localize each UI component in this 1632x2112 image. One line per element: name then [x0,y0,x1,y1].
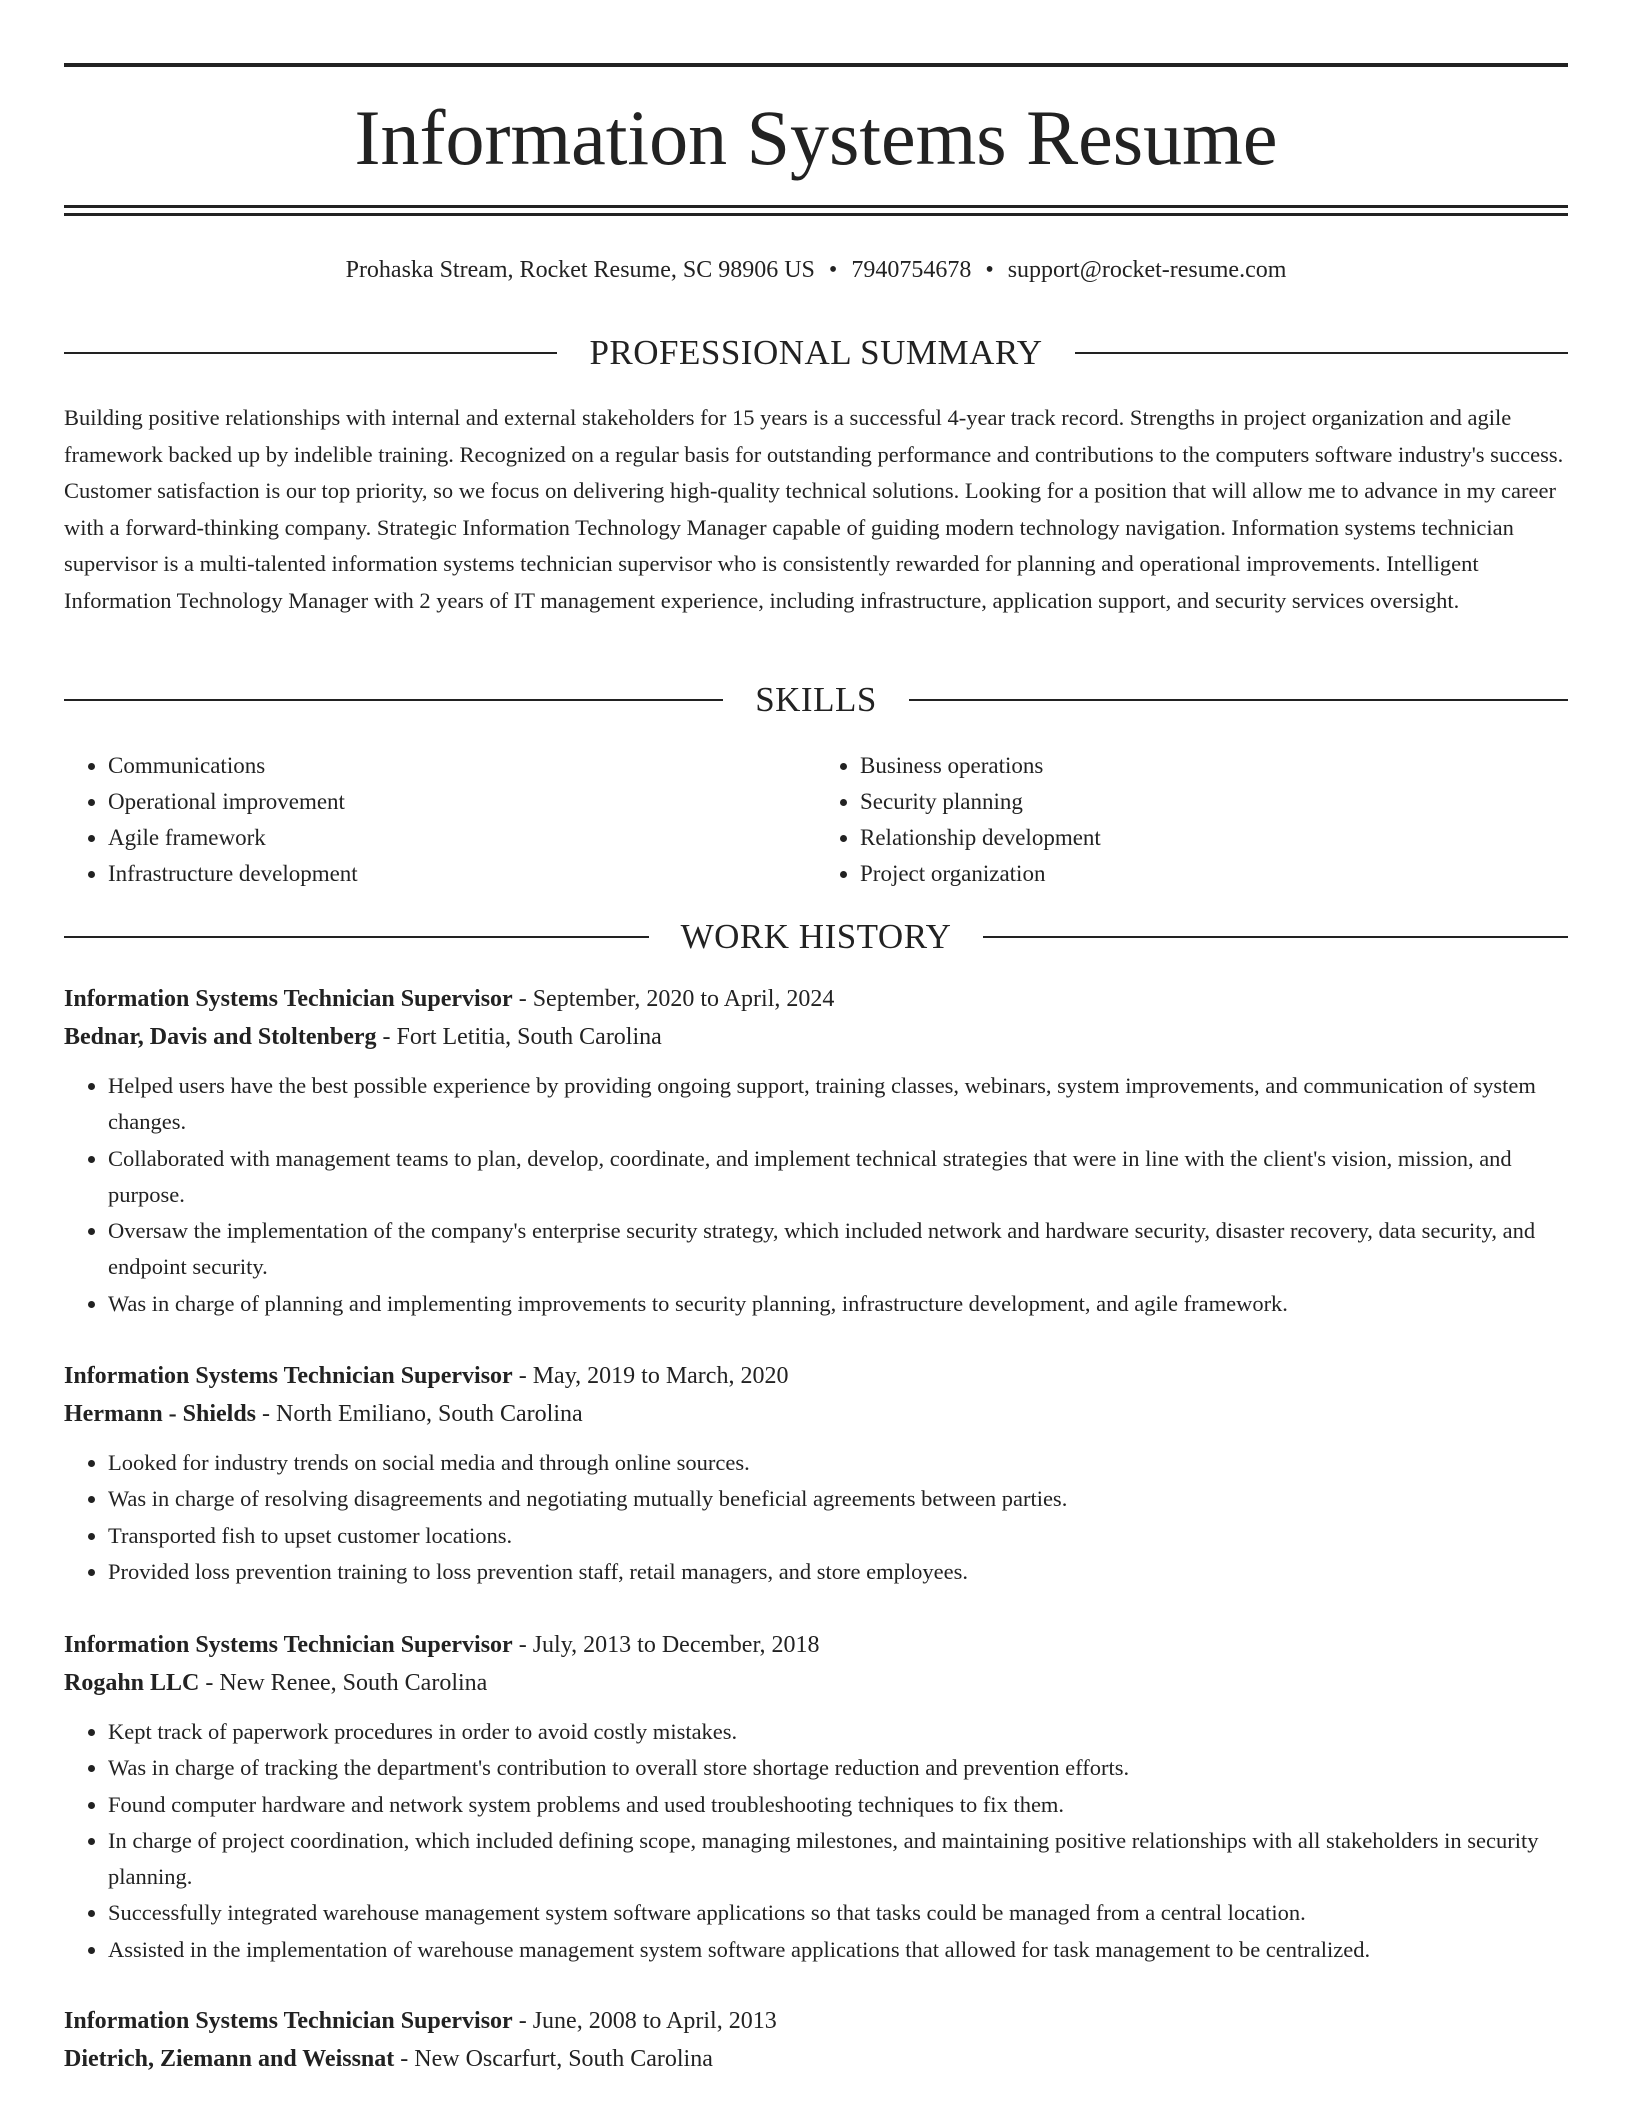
job-duty: • Collaborated with management teams to plan, develop, coordinate, and implement technical strategies that were in line with the client's vision, mission, and purpose. [108,1141,1568,1214]
job-duty: • Looked for industry trends on social media and through online sources. [108,1445,1568,1481]
job-duty: • Was in charge of planning and implementing improvements to security planning, infrastructure development, and agile framework. [108,1286,1568,1322]
skills-list [64,748,1568,892]
job-duty: • Found computer hardware and network system problems and used troubleshooting techniques to fix them. [108,1787,1568,1823]
professional-summary: Building positive relationships with internal and external stakeholders for 15 years is a successful 4-year track record. Strengths in project organization and agile framework backed up by indelible training. Recognized on a regular basis for outstanding performance and contributions to the computers software industry's success. Customer satisfaction is our top priority, so we focus on delivering high-quality technical solutions. Looking for a position that will allow me to advance in my career with a forward-thinking company. Strategic Information Technology Manager capable of guiding modern technology navigation. Information systems technician supervisor is a multi-talented information systems technician supervisor who is consistently rewarded for planning and operational improvements. Intelligent Information Technology Manager with 2 years of IT management experience, including infrastructure, application support, and security services oversight. [64,405,1564,613]
job-duty: • Assisted in the implementation of warehouse management system software applications that allowed for task management to be centralized. [108,1932,1568,1968]
job-duty: • Was in charge of resolving disagreements and negotiating mutually beneficial agreements between parties. [108,1481,1568,1517]
work-heading-label: WORK HISTORY [680,917,952,956]
job-duty: • Provided loss prevention training to loss prevention staff, retail managers, and store employees. [108,1554,1568,1590]
job-title-line [64,980,1568,1018]
work-section-heading [64,917,1568,957]
job-company: Rogahn LLC [64,1670,200,1696]
job-location: - North Emiliano, South Carolina [256,1401,583,1427]
heading-rule [64,936,649,938]
heading-rule [64,699,723,701]
job-company-line [64,2040,1568,2078]
skills-heading-label: SKILLS [755,680,877,719]
job-duty: • Oversaw the implementation of the company's enterprise security strategy, which included network and hardware security, disaster recovery, data security, and endpoint security. [108,1213,1568,1286]
skill-item: • Infrastructure development [108,856,816,892]
job-company: Bednar, Davis and Stoltenberg [64,1024,377,1050]
contact-email: support@rocket-resume.com [1007,257,1287,283]
job-role: Information Systems Technician Supervisor [64,1632,513,1658]
contact-separator: • [828,257,838,283]
job-company: Hermann - Shields [64,1401,257,1427]
skill-item: • Operational improvement [108,784,816,820]
heading-rule [1075,352,1568,354]
job-company: Dietrich, Ziemann and Weissnat [64,2046,395,2072]
skill-item: • Project organization [860,856,1568,892]
job-duties [64,1714,1568,1968]
skills-section-heading [64,680,1568,720]
resume-title: Information Systems Resume [354,94,1278,181]
job-duties [64,1068,1568,1322]
job-duty: • Kept track of paperwork procedures in order to avoid costly mistakes. [108,1714,1568,1750]
job-dates: - July, 2013 to December, 2018 [512,1632,820,1658]
heading-rule [983,936,1568,938]
job-duty: • Was in charge of tracking the department's contribution to overall store shortage reduction and prevention efforts. [108,1750,1568,1786]
job-location: - Fort Letitia, South Carolina [376,1024,662,1050]
job-title-line [64,1357,1568,1395]
skill-item: • Communications [108,748,816,784]
job-location: - New Oscarfurt, South Carolina [394,2046,713,2072]
job-duty: • In charge of project coordination, which included defining scope, managing milestones, and maintaining positive relationships with all stakeholders in security planning. [108,1823,1568,1896]
contact-address: Prohaska Stream, Rocket Resume, SC 98906 US [345,257,815,283]
job-company-line [64,1018,1568,1056]
job-dates: - June, 2008 to April, 2013 [512,2008,777,2034]
skills-column-left [64,748,816,892]
job-dates: - September, 2020 to April, 2024 [512,986,835,1012]
skill-item: • Security planning [860,784,1568,820]
job-entry [64,980,1568,1322]
job-duties [64,1445,1568,1590]
skill-item: • Business operations [860,748,1568,784]
job-title-line [64,1626,1568,1664]
contact-separator: • [985,257,994,283]
job-role: Information Systems Technician Supervisor [64,1363,513,1389]
job-entry [64,1626,1568,1968]
heading-rule [64,352,557,354]
job-company-line [64,1395,1568,1433]
job-duty: • Helped users have the best possible experience by providing ongoing support, training classes, webinars, system improvements, and communication of system changes. [108,1068,1568,1141]
heading-rule [909,699,1568,701]
job-role: Information Systems Technician Supervisor [64,2008,513,2034]
contact-line [64,255,1568,285]
job-dates: - May, 2019 to March, 2020 [512,1363,789,1389]
job-entry [64,1357,1568,1590]
skills-column-right [816,748,1568,892]
skill-item: • Relationship development [860,820,1568,856]
contact-phone: 7940754678 [851,257,972,283]
summary-section-heading [64,333,1568,373]
job-entry [64,2002,1568,2078]
title-rule-upper [64,205,1568,208]
job-duty: • Transported fish to upset customer locations. [108,1518,1568,1554]
title-rule-lower [64,213,1568,216]
job-location: - New Renee, South Carolina [199,1670,488,1696]
top-rule [64,63,1568,67]
job-role: Information Systems Technician Supervisor [64,986,513,1012]
job-company-line [64,1664,1568,1702]
skill-item: • Agile framework [108,820,816,856]
summary-heading-label: PROFESSIONAL SUMMARY [589,333,1043,372]
job-title-line [64,2002,1568,2040]
job-duty: • Successfully integrated warehouse management system software applications so that tasks could be managed from a central location. [108,1895,1568,1931]
